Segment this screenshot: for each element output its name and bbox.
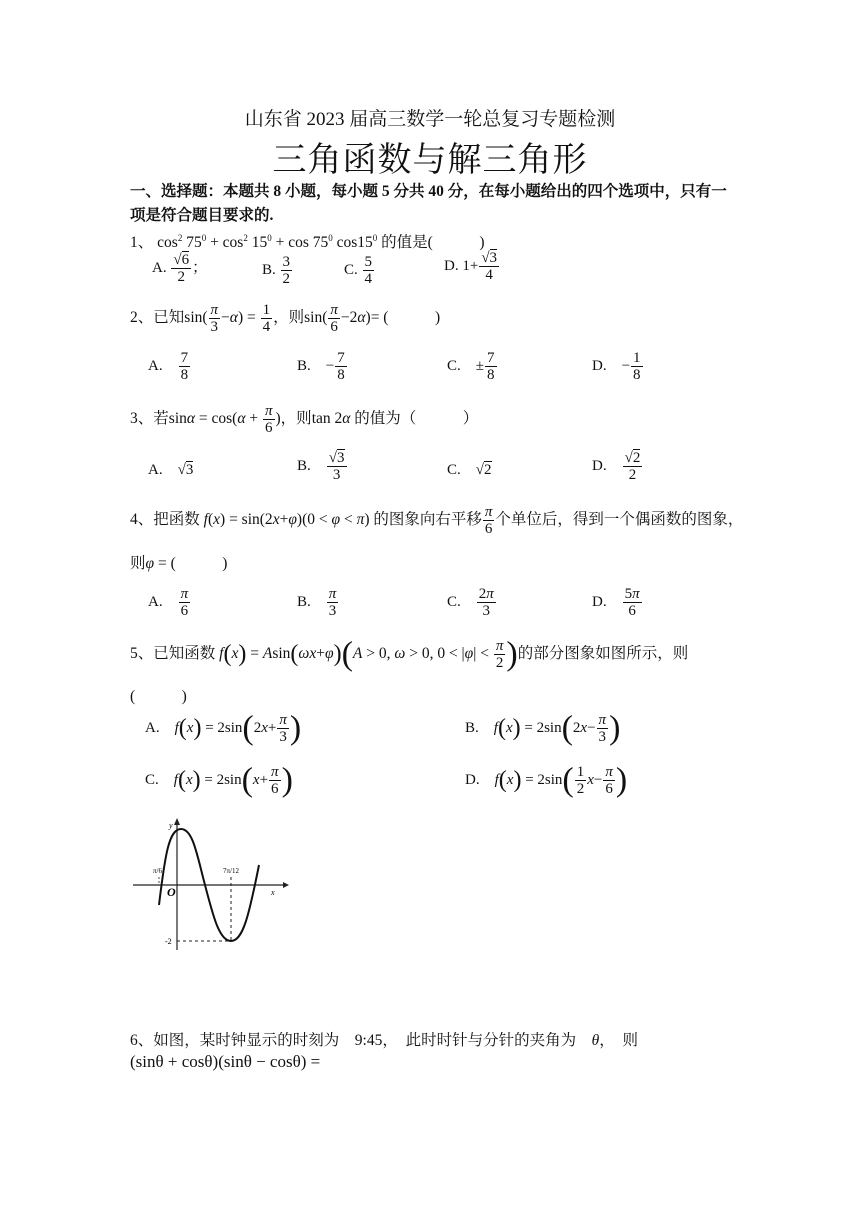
question-text: = ( ) xyxy=(370,309,441,327)
q5-option-c[interactable]: C. f(x) = 2sin(x+ $\frac{\pi}{6}$ ) xyxy=(145,761,293,799)
option-letter: A. xyxy=(152,259,167,276)
q5-option-b[interactable]: B. f(x) = 2sin(2x− $\frac{\pi}{3}$ ) xyxy=(465,709,621,747)
question-text: 把函数 xyxy=(153,511,200,529)
question-text: ，则 xyxy=(280,410,312,428)
q1-option-a[interactable]: A. $\frac{√6}{2}$ ； xyxy=(152,252,208,285)
question-2: 2、已知sin( $\frac{\pi}{3}$ −α) = $\frac{1}{4}$ ，则sin( $\frac{\pi}{6}$ −2α)= ( ) xyxy=(130,302,441,335)
question-number: 3、 xyxy=(130,410,154,428)
page-subtitle: 山东省 2023 届高三数学一轮总复习专题检测 xyxy=(244,109,616,130)
question-1-tail: 的值是( ) xyxy=(381,234,485,251)
question-text: = ( ) xyxy=(157,555,228,572)
x-axis-label: x xyxy=(271,888,275,897)
question-number: 1、 xyxy=(130,234,154,251)
option-letter: B. xyxy=(262,261,276,278)
q2-option-b[interactable]: B. − $\frac{7}{8}$ xyxy=(297,350,345,383)
q3-option-d[interactable]: D. $\frac{√2}{2}$ xyxy=(592,450,641,483)
q3-option-a[interactable]: A. √3 xyxy=(148,462,194,478)
question-text: 的部分图象如图所示，则 xyxy=(517,645,689,663)
q2-option-a[interactable]: A. $\frac{7}{8}$ xyxy=(148,350,189,383)
question-3: 3、若sinα = cos(α + $\frac{\pi}{6}$ )，则tan 2α 的值为（ ） xyxy=(130,403,479,436)
question-text: ，则 xyxy=(273,309,305,327)
clock-time: 9:45 xyxy=(354,1032,383,1049)
q4-option-b[interactable]: B. $\frac{\pi}{3}$ xyxy=(297,586,337,619)
question-number: 5、 xyxy=(130,645,154,663)
left-zero-label: π/6 xyxy=(153,867,162,875)
q4-option-a[interactable]: A. $\frac{\pi}{6}$ xyxy=(148,586,189,619)
question-4-line-2: 则φ = ( ) xyxy=(130,555,228,572)
right-point-label: 7π/12 xyxy=(223,867,239,875)
q5-option-d[interactable]: D. f(x) = 2sin( $\frac{1}{2}$ x− $\frac{\pi}{6}$ ) xyxy=(465,761,628,799)
question-5-line-2: ( ) xyxy=(130,688,187,705)
origin-label: O xyxy=(167,885,176,899)
q2-option-c[interactable]: C. ± $\frac{7}{8}$ xyxy=(447,350,495,383)
q1-option-d[interactable]: D. 1+ $\frac{√3}{4}$ xyxy=(444,250,498,283)
question-text: 则 xyxy=(130,555,146,572)
x-axis-arrow-icon xyxy=(283,882,289,888)
q5-option-a[interactable]: A. f(x) = 2sin(2x+ $\frac{\pi}{3}$ ) xyxy=(145,709,302,747)
q1-option-b[interactable]: B. $\frac{3}{2}$ xyxy=(262,254,291,287)
question-5: 5、已知函数 f(x) = Asin(ωx+φ)(A > 0, ω > 0, 0 < |φ| < $\frac{\pi}{2}$ )的部分图象如图所示，则 xyxy=(130,635,689,673)
option-letter: D. xyxy=(444,257,459,274)
y-axis-arrow-icon xyxy=(174,818,180,825)
question-number: 2、 xyxy=(130,309,154,327)
q1-option-c[interactable]: C. $\frac{5}{4}$ xyxy=(344,254,373,287)
question-6-line-2: (sinθ + cosθ)(sinθ − cosθ) = xyxy=(130,1052,321,1071)
question-1 xyxy=(130,230,485,252)
page-title: 三角函数与解三角形 xyxy=(272,142,588,179)
option-letter: C. xyxy=(344,261,358,278)
question-text: 已知函数 xyxy=(153,645,216,663)
q3-option-c[interactable]: C. √2 xyxy=(447,462,492,478)
q3-option-b[interactable]: B. $\frac{√3}{3}$ xyxy=(297,450,345,483)
question-4: 4、把函数 f(x) = sin(2x+φ)(0 < φ < π) 的图象向右平移 $\frac{\pi}{6}$ 个单位后，得到一个偶函数的图象， xyxy=(130,504,744,537)
question-text: 已知 xyxy=(153,309,185,327)
question-1-expression: $\cos^2 75^0 + \cos^2 15^0 + \cos 75^0$ $\cos 15^0$ xyxy=(157,232,378,251)
question-text: ， 此时时针与分针的夹角为 xyxy=(382,1032,577,1049)
theta-symbol: θ xyxy=(591,1032,600,1049)
question-text: 如图，某时钟显示的时刻为 xyxy=(153,1032,340,1049)
section-heading: 一、选择题：本题共 8 小题，每小题 5 分共 40 分，在每小题给出的四个选项中，只有一项是符合题目要求的. xyxy=(130,183,727,224)
question-6 xyxy=(130,1028,638,1050)
sine-graph xyxy=(125,815,290,955)
question-text: 的图象向右平移 xyxy=(373,511,482,529)
question-number: 6、 xyxy=(130,1032,154,1049)
min-value-label: -2 xyxy=(165,937,172,946)
q4-option-d[interactable]: D. $\frac{5\pi}{6}$ xyxy=(592,586,640,619)
question-text: ， 则 xyxy=(599,1032,639,1049)
q4-option-c[interactable]: C. $\frac{2\pi}{3}$ xyxy=(447,586,494,619)
y-axis-label: y xyxy=(169,821,173,830)
question-number: 4、 xyxy=(130,511,154,529)
question-text: 个单位后，得到一个偶函数的图象， xyxy=(495,511,744,529)
question-text: 若 xyxy=(153,410,169,428)
q2-option-d[interactable]: D. − $\frac{1}{8}$ xyxy=(592,350,641,383)
question-text: 的值为（ ） xyxy=(354,410,479,428)
